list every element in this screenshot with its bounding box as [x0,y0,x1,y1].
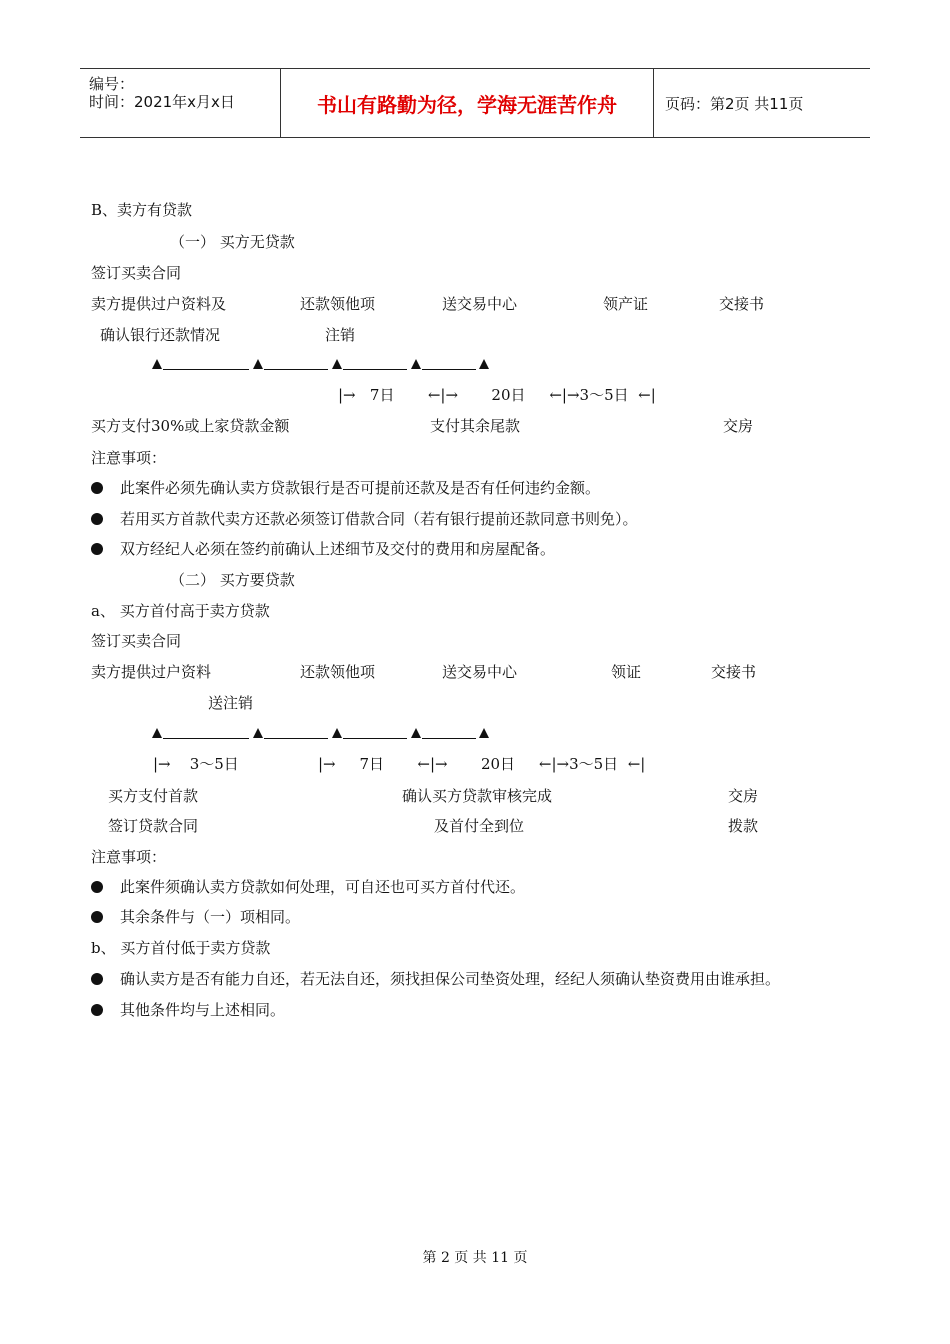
header-meta [80,69,281,137]
step-label: 交接书 [719,295,765,313]
step-label: 卖方提供过户资料及 [91,295,227,313]
section-title: B、卖方有贷款 [91,201,193,219]
timeline-segment [343,738,407,739]
payment-label: 买方支付30%或上家贷款金额 [91,417,290,435]
timeline-segment [343,369,407,370]
timeline-marker [152,359,162,369]
step-label: 交接书 [711,663,757,681]
timeline-marker [479,359,489,369]
step-label: 还款领他项 [300,663,376,681]
bullet-icon [91,1004,103,1016]
step-label: 领证 [611,663,642,681]
timeline-marker [152,728,162,738]
case-title: b、 买方首付低于卖方贷款 [91,939,271,957]
step-label: 送注销 [208,694,254,712]
step-sign-contract: 签订买卖合同 [91,264,182,282]
timeline-durations: |→ 7日 ←|→ 20日 ←|→3～5日 ←| [318,755,646,773]
payment-label: 及首付全到位 [434,817,525,835]
page-footer: 第 2 页 共 11 页 [422,1250,528,1266]
timeline-durations: |→ 3～5日 [153,755,239,773]
header-motto: 书山有路勤为径，学海无涯苦作舟 [281,69,654,137]
note-item: 此案件必须先确认卖方贷款银行是否可提前还款及是否有任何违约金额。 [120,479,601,497]
timeline-marker [411,728,421,738]
bullet-icon [91,482,103,494]
payment-label: 交房 [728,787,759,805]
timeline-segment [422,369,476,370]
step-label: 领产证 [603,295,649,313]
bullet-icon [91,513,103,525]
payment-label: 签订贷款合同 [108,817,199,835]
bullet-icon [91,543,103,555]
timeline-marker [411,359,421,369]
notes-title: 注意事项： [91,848,167,866]
note-item: 若用买方首款代卖方还款必须签订借款合同（若有银行提前还款同意书则免）。 [120,510,638,528]
case-title: a、 买方首付高于卖方贷款 [91,602,270,620]
page-header [80,68,870,138]
payment-label: 交房 [723,417,754,435]
step-label: 卖方提供过户资料 [91,663,212,681]
step-label: 送交易中心 [442,663,518,681]
subsection-title: （二） 买方要贷款 [170,571,295,589]
step-label: 注销 [325,326,356,344]
timeline-marker [479,728,489,738]
timeline-marker [253,728,263,738]
timeline-segment [264,738,328,739]
timeline-marker [332,359,342,369]
bullet-icon [91,973,103,985]
timeline-segment [264,369,328,370]
payment-label: 支付其余尾款 [430,417,521,435]
notes-title: 注意事项： [91,449,167,467]
header-page-info: 页码：第2页 共11页 [665,94,804,113]
subsection-title: （一） 买方无贷款 [170,233,295,251]
bullet-icon [91,911,103,923]
payment-label: 买方支付首款 [108,787,199,805]
payment-label: 拨款 [728,817,759,835]
note-item: 双方经纪人必须在签约前确认上述细节及交付的费用和房屋配备。 [120,540,556,558]
note-item: 此案件须确认卖方贷款如何处理，可自还也可买方首付代还。 [120,878,526,896]
number-label: 编号： [89,75,135,93]
timeline-marker [253,359,263,369]
note-item: 其余条件与（一）项相同。 [120,908,301,926]
timeline-segment [163,738,249,739]
timeline-segment [163,369,249,370]
timeline-marker [332,728,342,738]
time-label: 时间：2021年x月x日 [89,93,235,111]
step-label: 送交易中心 [442,295,518,313]
timeline-durations: |→ 7日 ←|→ 20日 ←|→3～5日 ←| [338,386,656,404]
payment-label: 确认买方贷款审核完成 [402,787,553,805]
note-item: 确认卖方是否有能力自还，若无法自还，须找担保公司垫资处理，经纪人须确认垫资费用由谁承担。 [120,970,781,988]
step-label: 确认银行还款情况 [100,326,221,344]
step-sign-contract: 签订买卖合同 [91,632,182,650]
step-label: 还款领他项 [300,295,376,313]
note-item: 其他条件均与上述相同。 [120,1001,286,1019]
timeline-segment [422,738,476,739]
bullet-icon [91,881,103,893]
